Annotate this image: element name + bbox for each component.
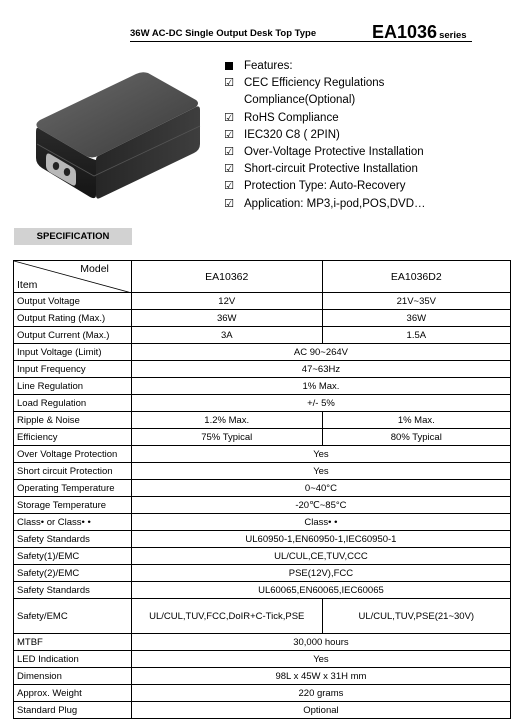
table-row [14,531,511,548]
item-name-cell: Storage Temperature [14,497,132,514]
item-name-cell: Over Voltage Protection [14,446,132,463]
table-row [14,395,511,412]
item-name-cell: Efficiency [14,429,132,446]
value-cell-ea1036d2: 36W [322,310,510,327]
item-name-cell: Line Regulation [14,378,132,395]
value-cell-ea10362: 36W [131,310,322,327]
item-name-cell: Standard Plug [14,702,132,719]
value-cell-shared: 1% Max. [131,378,510,395]
item-name-cell: Safety Standards [14,582,132,599]
table-row [14,634,511,651]
table-row [14,446,511,463]
value-cell-ea10362: 3A [131,327,322,344]
checkbox-checked-icon: ☑ [224,111,234,124]
value-cell-ea1036d2: 1% Max. [322,412,510,429]
features-heading: Features: [244,60,293,72]
feature-text: IEC320 C8 ( 2PIN) [244,128,340,141]
table-row [14,378,511,395]
item-name-cell: Dimension [14,668,132,685]
item-name-cell: Short circuit Protection [14,463,132,480]
value-cell-shared: Optional [131,702,510,719]
item-name-cell: Safety/EMC [14,599,132,634]
feature-text: Application: MP3,i-pod,POS,DVD… [244,197,426,210]
checkbox-checked-icon: ☑ [224,197,234,210]
value-cell-shared: 98L x 45W x 31H mm [131,668,510,685]
item-name-cell: MTBF [14,634,132,651]
value-cell-shared: AC 90~264V [131,344,510,361]
value-cell-shared: 220 grams [131,685,510,702]
feature-text: Protection Type: Auto-Recovery [244,180,406,193]
model-name: EA1036 [372,22,438,42]
corner-header-cell [14,261,132,293]
header-underline [130,41,472,42]
item-name-cell: Safety(2)/EMC [14,565,132,582]
value-cell-ea1036d2: 1.5A [322,327,510,344]
table-row [14,463,511,480]
item-name-cell: Output Rating (Max.) [14,310,132,327]
item-name-cell: Output Current (Max.) [14,327,132,344]
item-name-cell: Class• or Class• • [14,514,132,531]
value-cell-ea10362: 75% Typical [131,429,322,446]
document-header [130,22,472,42]
model-header-cell: EA10362 [131,261,322,293]
feature-text: Short-circuit Protective Installation [244,163,418,176]
checkbox-checked-icon: ☑ [224,128,234,141]
feature-text: Over-Voltage Protective Installation [244,145,424,158]
value-cell-shared: UL60950-1,EN60950-1,IEC60950-1 [131,531,510,548]
features-list [222,58,512,213]
model-number [372,22,467,43]
value-cell-shared: -20℃~85°C [131,497,510,514]
table-row [14,497,511,514]
feature-item [222,127,512,144]
table-row [14,599,511,634]
model-header-cell: EA1036D2 [322,261,510,293]
checkbox-checked-icon: ☑ [224,163,234,176]
value-cell-shared: Yes [131,651,510,668]
table-row [14,651,511,668]
table-row [14,480,511,497]
features-heading-row [222,58,512,75]
table-row [14,344,511,361]
table-row [14,514,511,531]
square-bullet-icon [222,58,236,75]
table-row [14,293,511,310]
item-name-cell: Input Frequency [14,361,132,378]
table-row [14,310,511,327]
value-cell-shared: 0~40°C [131,480,510,497]
table-row [14,668,511,685]
value-cell-ea1036d2: UL/CUL,TUV,PSE(21~30V) [322,599,510,634]
value-cell-shared: 30,000 hours [131,634,510,651]
item-name-cell: Output Voltage [14,293,132,310]
feature-item [222,161,512,178]
specification-table [13,260,511,719]
value-cell-ea10362: 12V [131,293,322,310]
checkbox-checked-icon: ☑ [224,77,234,90]
feature-item [222,178,512,195]
item-name-cell: Safety Standards [14,531,132,548]
series-label: series [439,30,467,41]
feature-text: Compliance(Optional) [244,94,356,107]
table-row [14,412,511,429]
item-name-cell: Input Voltage (Limit) [14,344,132,361]
product-photo [28,62,203,202]
value-cell-shared: Yes [131,446,510,463]
value-cell-ea1036d2: 80% Typical [322,429,510,446]
table-header-row [14,261,511,293]
specification-label: SPECIFICATION [14,228,132,245]
table-row [14,429,511,446]
feature-text: CEC Efficiency Regulations [244,77,385,90]
table-row [14,702,511,719]
value-cell-shared: PSE(12V),FCC [131,565,510,582]
table-row [14,685,511,702]
table-row [14,361,511,378]
feature-text: RoHS Compliance [244,111,339,124]
value-cell-shared: UL/CUL,CE,TUV,CCC [131,548,510,565]
item-name-cell: Load Regulation [14,395,132,412]
feature-item [222,110,512,127]
value-cell-shared: UL60065,EN60065,IEC60065 [131,582,510,599]
checkbox-checked-icon: ☑ [224,180,234,193]
value-cell-ea10362: UL/CUL,TUV,FCC,DoIR+C-Tick,PSE [131,599,322,634]
item-name-cell: Operating Temperature [14,480,132,497]
corner-model-label: Model [80,263,109,275]
document-title: 36W AC-DC Single Output Desk Top Type [130,28,317,39]
feature-item-continuation [222,92,512,109]
table-row [14,548,511,565]
value-cell-shared: +/- 5% [131,395,510,412]
item-name-cell: Approx. Weight [14,685,132,702]
checkbox-checked-icon: ☑ [224,145,234,158]
table-row [14,582,511,599]
value-cell-ea10362: 1.2% Max. [131,412,322,429]
table-row [14,565,511,582]
item-name-cell: Ripple & Noise [14,412,132,429]
feature-item [222,196,512,213]
value-cell-shared: Yes [131,463,510,480]
value-cell-shared: 47~63Hz [131,361,510,378]
item-name-cell: LED Indication [14,651,132,668]
corner-item-label: Item [17,279,38,291]
value-cell-ea1036d2: 21V~35V [322,293,510,310]
value-cell-shared: Class• • [131,514,510,531]
item-name-cell: Safety(1)/EMC [14,548,132,565]
feature-item [222,144,512,161]
feature-item [222,75,512,92]
table-row [14,327,511,344]
